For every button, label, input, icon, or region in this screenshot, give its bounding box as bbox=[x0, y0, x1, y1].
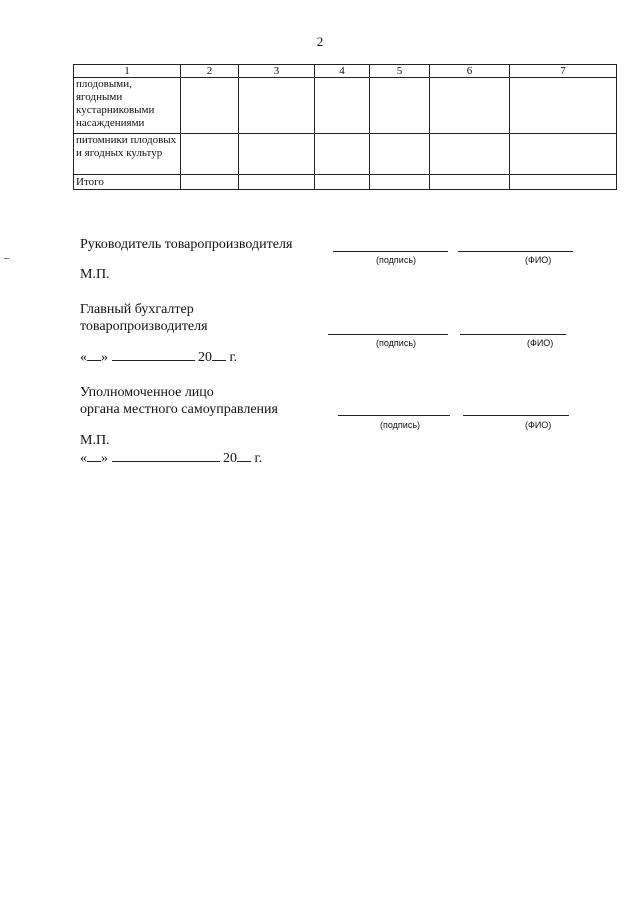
official-stamp: М.П. bbox=[80, 433, 110, 448]
column-header: 7 bbox=[510, 65, 617, 78]
table-cell bbox=[370, 134, 430, 175]
table-cell bbox=[239, 134, 315, 175]
month-blank bbox=[112, 348, 195, 361]
accountant-sign-caption: (подпись) bbox=[376, 338, 417, 348]
table-cell bbox=[430, 78, 510, 134]
column-header: 6 bbox=[430, 65, 510, 78]
table-cell bbox=[430, 134, 510, 175]
day-blank bbox=[87, 348, 101, 361]
table-header-row bbox=[74, 65, 617, 78]
head-sign-line bbox=[333, 251, 448, 252]
table-cell bbox=[370, 78, 430, 134]
official-title-line1: Уполномоченное лицо bbox=[80, 385, 214, 400]
day-blank bbox=[87, 449, 101, 462]
head-stamp: М.П. bbox=[80, 267, 110, 282]
column-header: 2 bbox=[181, 65, 239, 78]
column-header: 5 bbox=[370, 65, 430, 78]
table-cell bbox=[181, 175, 239, 190]
official-name-line bbox=[463, 415, 569, 416]
accountant-sign-line bbox=[328, 334, 448, 335]
table-row bbox=[74, 134, 617, 175]
head-name-caption: (ФИО) bbox=[525, 255, 552, 265]
head-sign-caption: (подпись) bbox=[376, 255, 417, 265]
report-table bbox=[73, 64, 617, 190]
table-cell bbox=[510, 78, 617, 134]
accountant-title-line2: товаропроизводителя bbox=[80, 319, 208, 334]
date-line-2: « » 20 г. bbox=[80, 451, 263, 466]
row-label: питомники плодовых и ягодных культур bbox=[74, 134, 181, 175]
table-cell bbox=[370, 175, 430, 190]
year-blank bbox=[212, 348, 226, 361]
date-line-1: « » 20 г. bbox=[80, 350, 238, 365]
table-row bbox=[74, 78, 617, 134]
head-name-line bbox=[458, 251, 573, 252]
official-name-caption: (ФИО) bbox=[525, 420, 552, 430]
table-cell bbox=[181, 134, 239, 175]
table-cell bbox=[430, 175, 510, 190]
official-title-line2: органа местного самоуправления bbox=[80, 402, 278, 417]
table-cell bbox=[510, 175, 617, 190]
column-header: 3 bbox=[239, 65, 315, 78]
row-label: Итого bbox=[74, 175, 181, 190]
table-cell bbox=[181, 78, 239, 134]
year-blank bbox=[237, 449, 251, 462]
table-row bbox=[74, 175, 617, 190]
table-cell bbox=[239, 175, 315, 190]
page-number: 2 bbox=[316, 34, 324, 49]
accountant-name-caption: (ФИО) bbox=[527, 338, 554, 348]
accountant-title-line1: Главный бухгалтер bbox=[80, 302, 194, 317]
column-header: 4 bbox=[315, 65, 370, 78]
head-title: Руководитель товаропроизводителя bbox=[80, 237, 293, 252]
table-cell bbox=[239, 78, 315, 134]
official-sign-caption: (подпись) bbox=[380, 420, 421, 430]
row-label: плодовыми, ягодными кустарниковыми насаждениями bbox=[74, 78, 181, 134]
official-sign-line bbox=[338, 415, 450, 416]
table-cell bbox=[315, 134, 370, 175]
column-header: 1 bbox=[74, 65, 181, 78]
accountant-name-line bbox=[460, 334, 566, 335]
month-blank bbox=[112, 449, 220, 462]
table-cell bbox=[315, 175, 370, 190]
table-cell bbox=[510, 134, 617, 175]
margin-mark bbox=[4, 258, 9, 259]
table-cell bbox=[315, 78, 370, 134]
